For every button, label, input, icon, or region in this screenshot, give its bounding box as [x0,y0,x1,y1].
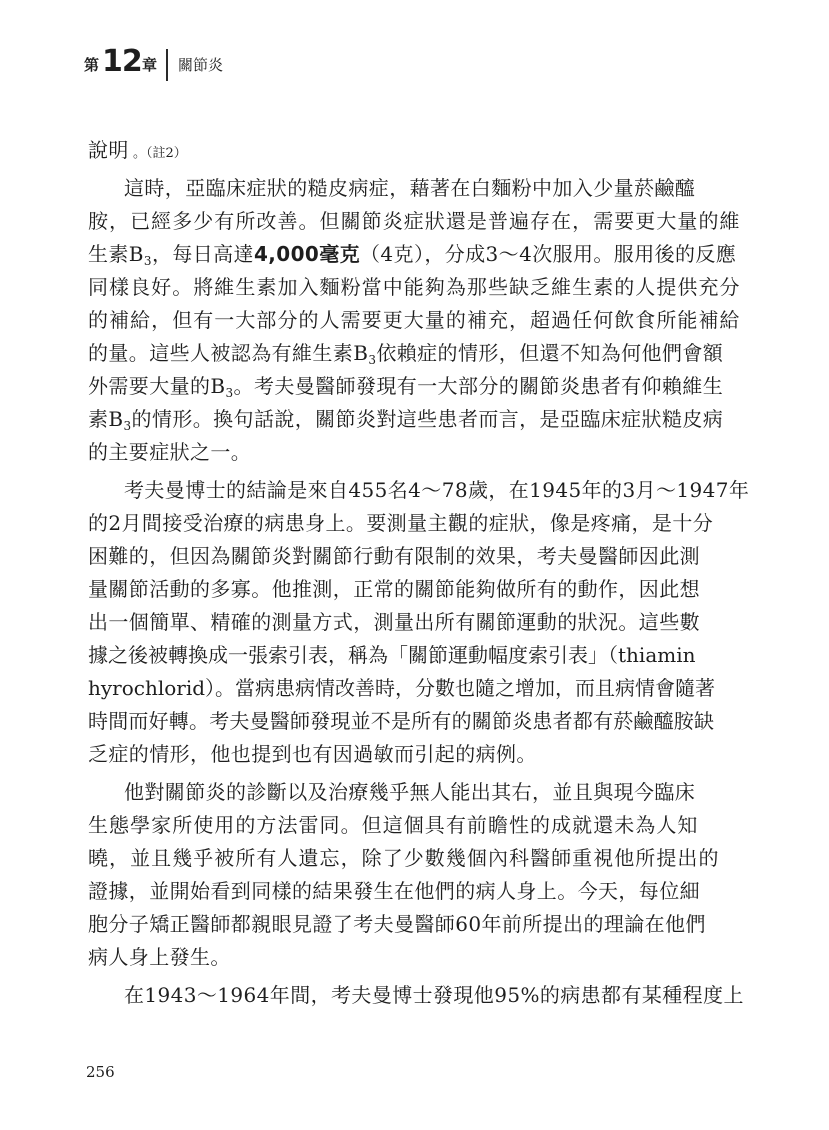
text-line: 說明 。（註2） [88,138,187,162]
footnote-ref: 。（註2） [128,146,187,161]
text-line: 考夫曼博士的結論是來自455名4～78歲，在1945年的3月～1947年 [124,478,750,502]
text-line: 量關節活動的多寡。他推測，正常的關節能夠做所有的動作，因此想 [88,577,700,601]
text-line: 生素$B_3$，每日高達4,000毫克（4克），分成3～4次服用。服用後的反應 [88,242,737,268]
text-line: 出一個簡單、精確的測量方式，測量出所有關節運動的狀況。這些數 [88,610,700,634]
text-line: 他對關節炎的診斷以及治療幾乎無人能出其右，並且與現今臨床 [124,780,696,804]
text-line: 這時，亞臨床症狀的糙皮病症，藉著在白麵粉中加入少量菸鹼醯 [124,176,696,200]
text-line: 胞分子矯正醫師都親眼見證了考夫曼醫師60年前所提出的理論在他們 [88,912,706,936]
chapter-suffix: 章 [142,56,158,74]
text-line: 乏症的情形，他也提到也有因過敏而引起的病例。 [88,742,537,766]
dosage-emphasis: 4,000毫克 [253,242,361,266]
text-line: 在1943～1964年間，考夫曼博士發現他95%的病患都有某種程度上 [124,983,744,1007]
text-line: 的2月間接受治療的病患身上。要測量主觀的症狀，像是疼痛，是十分 [88,511,714,535]
text-line: 據之後被轉換成一張索引表，稱為「關節運動幅度索引表」（thiamin [88,643,696,667]
text-line: 困難的，但因為關節炎對關節行動有限制的效果，考夫曼醫師因此測 [88,544,700,568]
header-divider [166,49,168,81]
text-line: 證據，並開始看到同樣的結果發生在他們的病人身上。今天，每位細 [88,879,700,903]
text-line: 生態學家所使用的方法雷同。但這個具有前瞻性的成就還未為人知 [88,813,699,837]
page-number: 256 [86,1063,115,1081]
text-line: 曉，並且幾乎被所有人遺忘，除了少數幾個內科醫師重視他所提出的 [88,846,720,870]
chapter-prefix: 第 [84,56,100,74]
text-line: 素$B_3$的情形。換句話說，關節炎對這些患者而言，是亞臨床症狀糙皮病 [88,407,724,433]
text-line: hyrochlorid）。當病患病情改善時，分數也隨之增加，而且病情會隨著 [88,676,716,700]
text-line: 時間而好轉。考夫曼醫師發現並不是所有的關節炎患者都有菸鹼醯胺缺 [88,709,715,733]
chapter-number: 12 [102,44,142,79]
text-line: 的量。這些人被認為有維生素$B_3$依賴症的情形，但還不知為何他們會額 [88,341,724,367]
text-line: 病人身上發生。 [88,945,231,969]
text-line: 同樣良好。將維生素加入麵粉當中能夠為那些缺乏維生素的人提供充分 [88,275,741,299]
chapter-title: 關節炎 [178,56,224,74]
text-line: 外需要大量的$B_3$。考夫曼醫師發現有一大部分的關節炎患者有仰賴維生 [88,374,724,400]
text-line: 的補給，但有一大部分的人需要更大量的補充，超過任何飲食所能補給 [88,308,741,332]
text-line: 的主要症狀之一。 [88,440,252,464]
text-line: 胺，已經多少有所改善。但關節炎症狀還是普遍存在，需要更大量的維 [88,209,741,233]
